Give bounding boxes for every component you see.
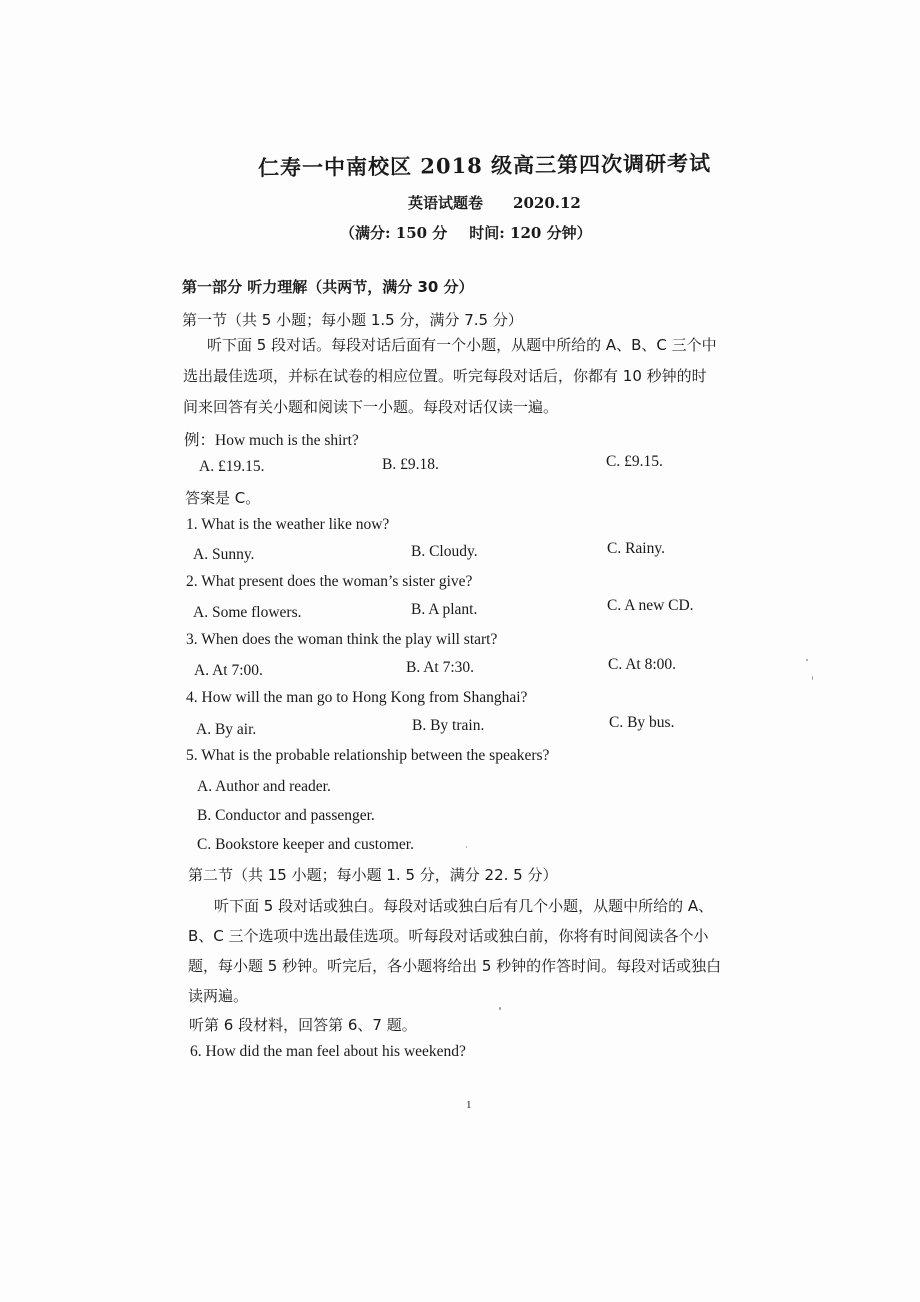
q3-option-b: B. At 7:30.: [406, 659, 475, 676]
scan-speck: [806, 659, 808, 661]
section2-instruction-line: 题，每小题 5 秒钟。听完后，各小题将给出 5 秒钟的作答时间。每段对话或独白: [188, 957, 722, 975]
q4-option-b: B. By train.: [412, 717, 485, 734]
q1-option-a: A. Sunny.: [193, 546, 255, 563]
example-option-c: C. £9.15.: [606, 453, 663, 470]
full-score: （满分: 150 分: [340, 224, 448, 242]
exam-date: 2020.12: [513, 194, 581, 212]
section2-instruction-line: 听下面 5 段对话或独白。每段对话或独白后有几个小题，从题中所给的 A、: [214, 897, 714, 915]
example-option-a: A. £19.15.: [199, 458, 265, 475]
scan-speck: [466, 846, 467, 848]
exam-subtitle: [408, 192, 581, 213]
section2-heading: 第二节（共 15 小题；每小题 1. 5 分，满分 22. 5 分）: [188, 866, 558, 884]
section1-instruction-line: 选出最佳选项，并标在试卷的相应位置。听完每段对话后，你都有 10 秒钟的时: [183, 367, 707, 385]
q4-option-c: C. By bus.: [609, 714, 675, 731]
section1-heading: 第一节（共 5 小题；每小题 1.5 分，满分 7.5 分）: [182, 311, 523, 329]
scan-speck: [812, 676, 813, 680]
question-1: 1. What is the weather like now?: [186, 516, 390, 533]
subject-label: 英语试题卷: [408, 194, 484, 212]
example-answer: 答案是 C。: [185, 489, 261, 507]
q3-option-a: A. At 7:00.: [194, 662, 263, 679]
exam-time: 时间: 120 分钟）: [469, 224, 592, 242]
page-number: 1: [466, 1099, 472, 1111]
scan-speck: [499, 1007, 501, 1010]
q3-option-c: C. At 8:00.: [608, 656, 677, 673]
section2-instruction-line: 读两遍。: [188, 987, 249, 1005]
material-6-instruction: 听第 6 段材料，回答第 6、7 题。: [189, 1016, 417, 1034]
part1-heading: 第一部分 听力理解（共两节，满分 30 分）: [182, 278, 474, 296]
q5-option-c: C. Bookstore keeper and customer.: [197, 836, 414, 853]
q4-option-a: A. By air.: [196, 721, 257, 738]
section1-instruction-line: 间来回答有关小题和阅读下一小题。每段对话仅读一遍。: [183, 398, 559, 416]
question-3: 3. When does the woman think the play will start?: [186, 631, 498, 648]
q5-option-b: B. Conductor and passenger.: [197, 807, 375, 824]
q1-option-c: C. Rainy.: [607, 540, 665, 557]
question-5: 5. What is the probable relationship between the speakers?: [186, 747, 550, 764]
section2-instruction-line: B、C 三个选项中选出最佳选项。听每段对话或独白前，你将有时间阅读各个小: [188, 927, 709, 945]
example-option-b: B. £9.18.: [382, 456, 439, 473]
q1-option-b: B. Cloudy.: [411, 543, 478, 560]
question-6: 6. How did the man feel about his weekend?: [190, 1043, 466, 1060]
q2-option-b: B. A plant.: [411, 601, 478, 618]
q5-option-a: A. Author and reader.: [197, 778, 331, 795]
question-4: 4. How will the man go to Hong Kong from Shanghai?: [186, 689, 528, 706]
exam-meta: [340, 222, 592, 243]
section1-instruction-line: 听下面 5 段对话。每段对话后面有一个小题，从题中所给的 A、B、C 三个中: [207, 336, 717, 354]
example-question: 例：How much is the shirt?: [184, 432, 359, 449]
exam-title: 仁寿一中南校区 2018 级高三第四次调研考试: [257, 150, 712, 181]
question-2: 2. What present does the woman’s sister give?: [186, 573, 473, 590]
q2-option-c: C. A new CD.: [607, 597, 694, 614]
q2-option-a: A. Some flowers.: [193, 604, 302, 621]
